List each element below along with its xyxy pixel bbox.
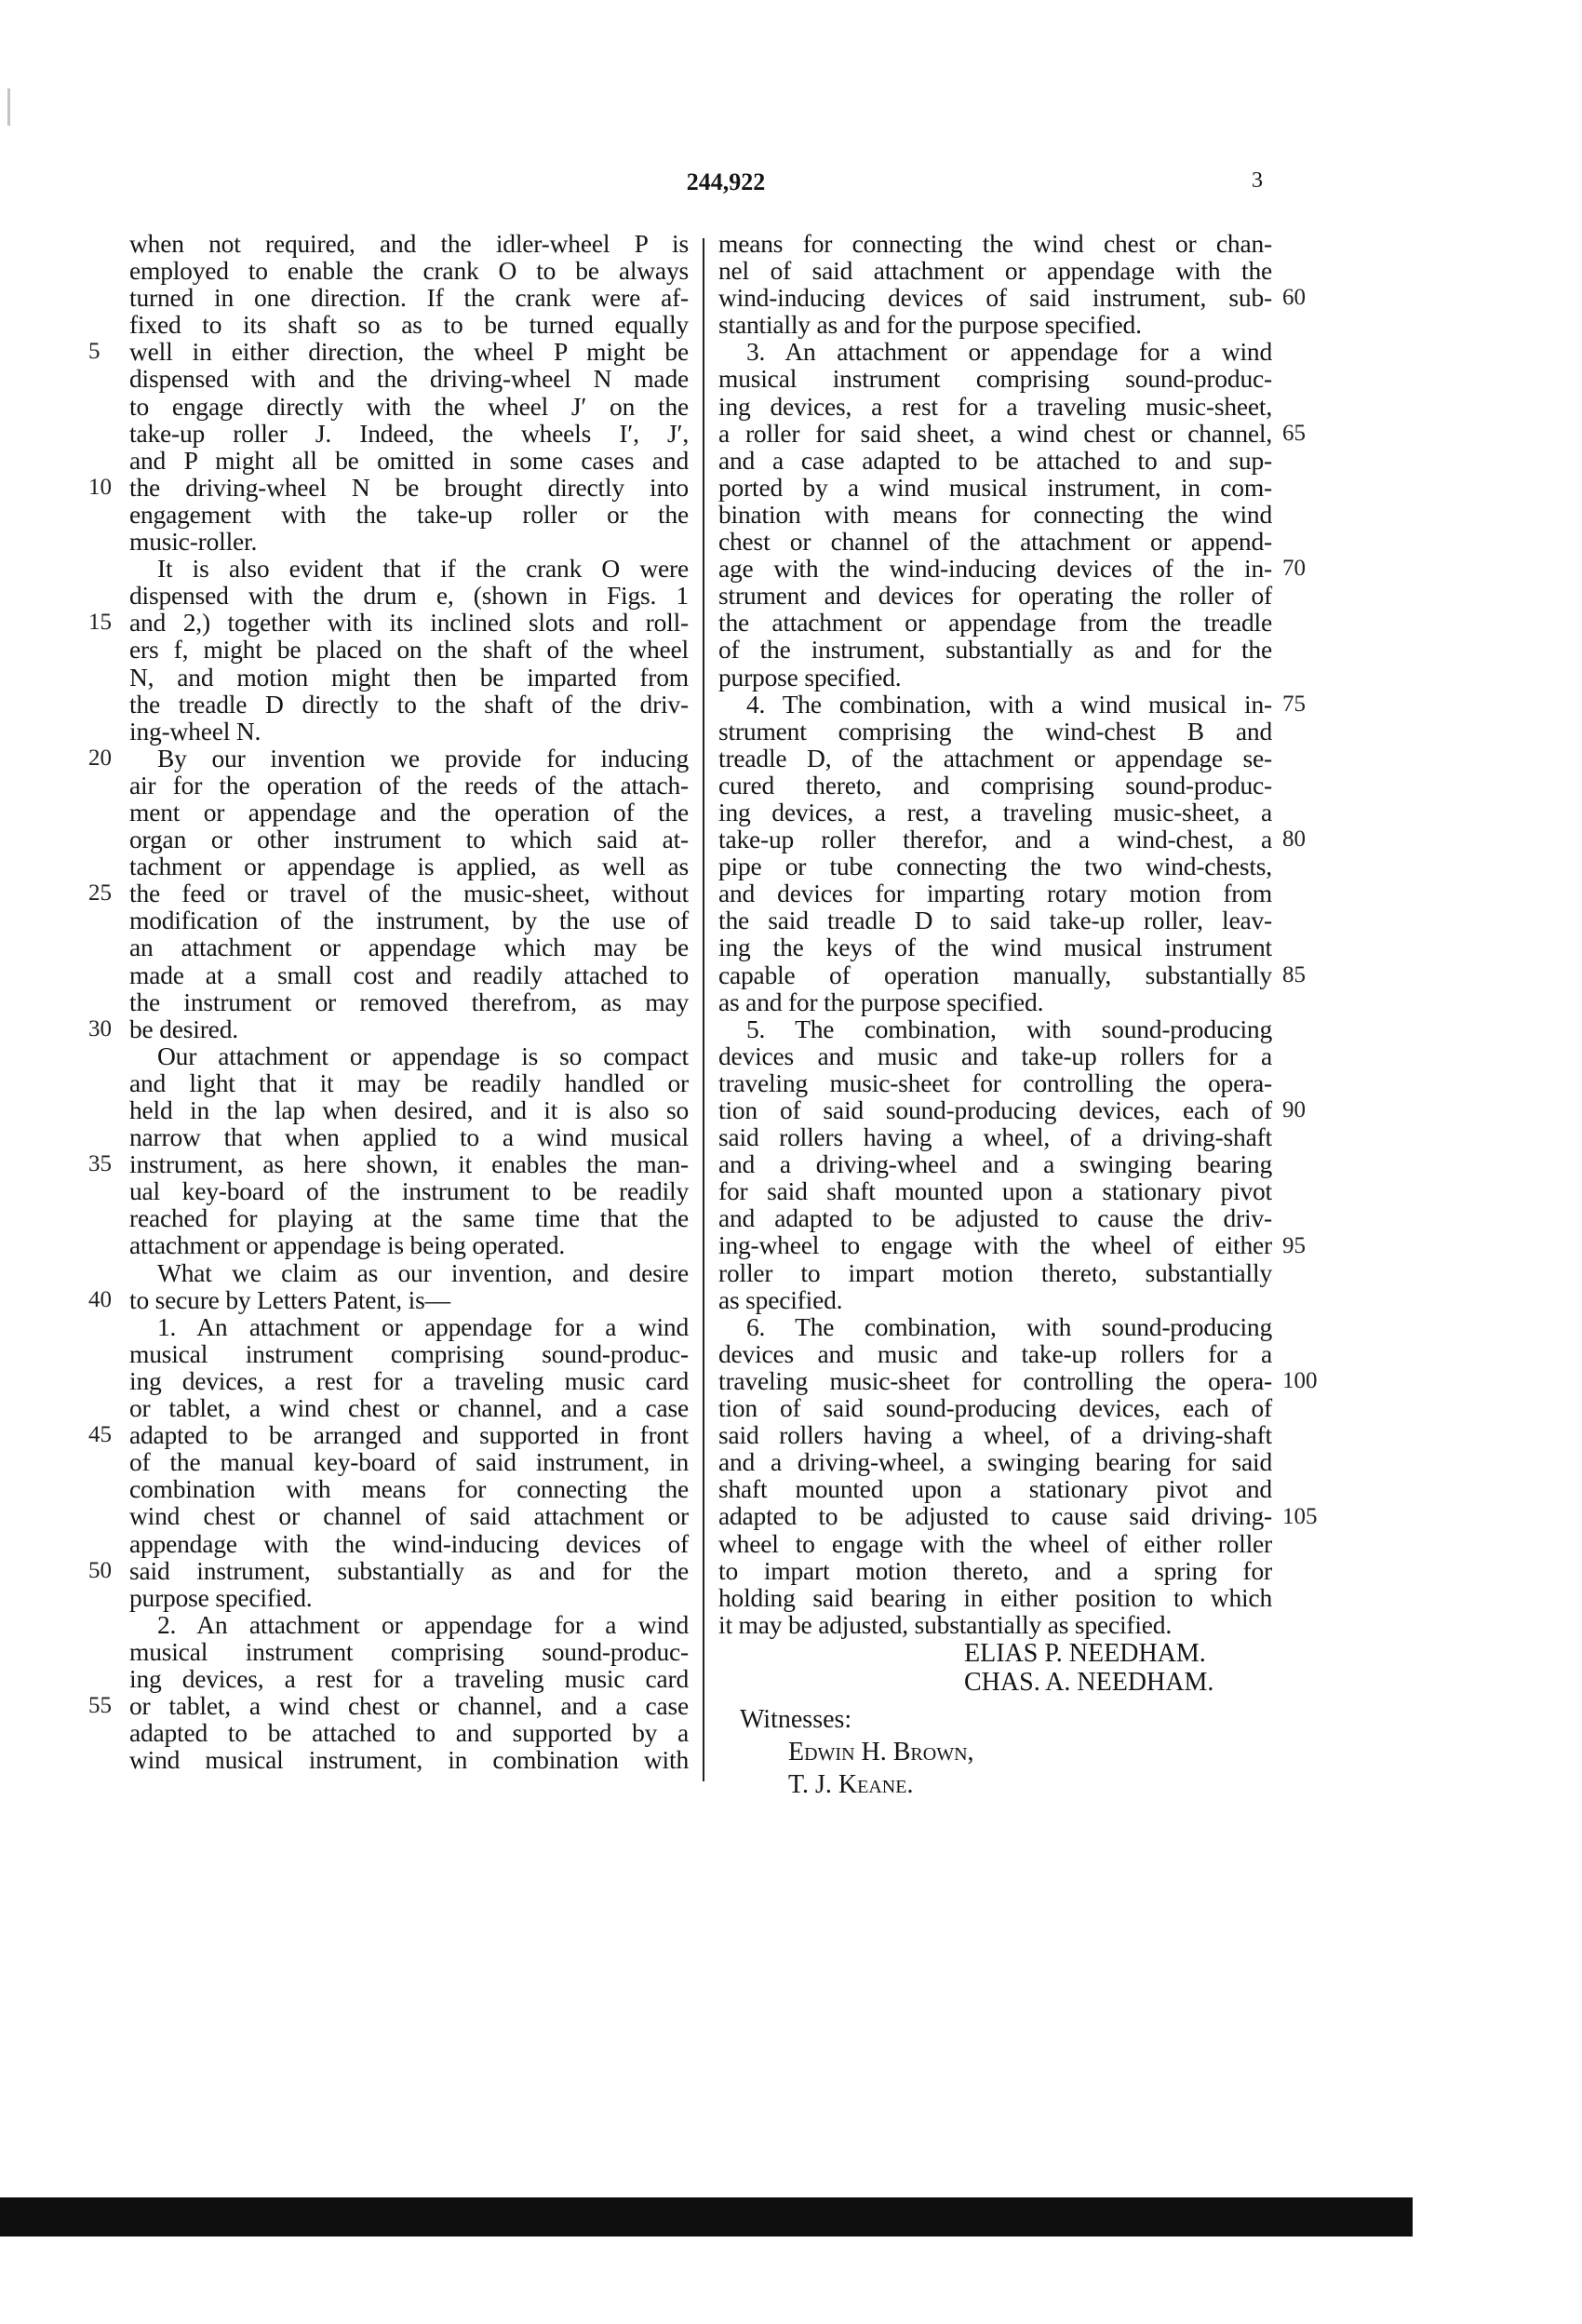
- text-line: dispensed with the drum e, (shown in Figs. 1: [129, 581, 689, 611]
- text-line: musical instrument comprising sound-produc-: [129, 1636, 689, 1666]
- inventor-signature-1: ELIAS P. NEEDHAM.: [964, 1639, 1206, 1668]
- text-line: What we claim as our invention, and desire: [157, 1257, 689, 1287]
- text-line: it may be adjusted, substantially as specified.: [718, 1609, 1173, 1639]
- text-line: and light that it may be readily handled or: [129, 1068, 689, 1097]
- text-line: instrument, as here shown, it enables the man-: [129, 1149, 689, 1179]
- text-line: roller to impart motion thereto, substantially: [718, 1257, 1272, 1287]
- text-line: wind musical instrument, in combination with: [129, 1745, 689, 1775]
- text-line: wind-inducing devices of said instrument, sub-: [718, 283, 1272, 313]
- text-line: traveling music-sheet for controlling the opera-: [718, 1068, 1272, 1097]
- text-line: when not required, and the idler-wheel P is: [129, 229, 689, 258]
- text-line: and P might all be omitted in some cases and: [129, 445, 689, 475]
- text-line: reached for playing at the same time that the: [129, 1203, 689, 1233]
- text-line: traveling music-sheet for controlling the opera-: [718, 1365, 1272, 1395]
- witnesses-label: Witnesses:: [740, 1705, 852, 1734]
- text-line: bination with means for connecting the wind: [718, 499, 1272, 529]
- line-number: 80: [1282, 826, 1306, 852]
- text-line: or tablet, a wind chest or channel, and a case: [129, 1393, 689, 1423]
- line-number: 5: [88, 339, 101, 364]
- line-number: 10: [88, 475, 112, 500]
- text-line: held in the lap when desired, and it is also so: [129, 1095, 689, 1124]
- line-number: 55: [88, 1693, 112, 1718]
- text-line: the attachment or appendage from the treadle: [718, 608, 1272, 638]
- text-line: turned in one direction. If the crank were af-: [129, 283, 689, 313]
- text-line: ing devices, a rest for a traveling music card: [129, 1663, 689, 1693]
- text-line: a roller for said sheet, a wind chest or channel,: [718, 418, 1272, 448]
- text-line: made at a small cost and readily attached to: [129, 960, 689, 989]
- text-line: nel of said attachment or appendage with the: [718, 256, 1272, 286]
- text-line: and a case adapted to be attached to and sup-: [718, 445, 1272, 475]
- text-line: modification of the instrument, by the use of: [129, 906, 689, 935]
- line-number: 35: [88, 1151, 112, 1176]
- text-line: ment or appendage and the operation of the: [129, 797, 689, 826]
- text-line: and devices for imparting rotary motion from: [718, 879, 1272, 908]
- column-divider: [703, 238, 704, 1781]
- text-line: of the manual key-board of said instrument, in: [129, 1447, 689, 1477]
- scan-speck: [7, 88, 10, 126]
- text-line: appendage with the wind-inducing devices of: [129, 1528, 689, 1558]
- text-line: well in either direction, the wheel P might be: [129, 337, 689, 367]
- text-line: ers f, might be placed on the shaft of the wheel: [129, 635, 689, 665]
- text-line: ing devices, a rest for a traveling music card: [129, 1365, 689, 1395]
- right-text-column: [718, 230, 1272, 1638]
- text-line: air for the operation of the reeds of the attach-: [129, 770, 689, 799]
- text-line: capable of operation manually, substantially: [718, 960, 1272, 989]
- text-line: the treadle D directly to the shaft of the driv-: [129, 689, 689, 719]
- text-line: ual key-board of the instrument to be readily: [129, 1176, 689, 1206]
- text-line: said instrument, substantially as and for the: [129, 1555, 689, 1585]
- text-line: to engage directly with the wheel J′ on the: [129, 391, 689, 421]
- text-line: adapted to be attached to and supported by a: [129, 1718, 689, 1748]
- text-line: and 2,) together with its inclined slots and roll-: [129, 608, 689, 638]
- text-line: chest or channel of the attachment or append-: [718, 527, 1272, 557]
- text-line: devices and music and take-up rollers for a: [718, 1338, 1272, 1368]
- witness-signature-2: T. J. Keane.: [788, 1770, 914, 1799]
- text-line: an attachment or appendage which may be: [129, 933, 689, 962]
- line-number: 100: [1282, 1368, 1318, 1393]
- text-line: attachment or appendage is being operated.: [129, 1230, 566, 1260]
- text-line: adapted to be adjusted to cause said driving-: [718, 1501, 1272, 1531]
- text-line: shaft mounted upon a stationary pivot and: [718, 1474, 1272, 1504]
- text-line: the said treadle D to said take-up roller, leav-: [718, 906, 1272, 935]
- text-line: tachment or appendage is applied, as well as: [129, 852, 689, 881]
- text-line: said rollers having a wheel, of a driving-shaft: [718, 1420, 1272, 1450]
- text-line: employed to enable the crank O to be always: [129, 256, 689, 286]
- text-line: fixed to its shaft so as to be turned equally: [129, 310, 689, 340]
- line-number: 90: [1282, 1097, 1306, 1122]
- text-line: cured thereto, and comprising sound-produc-: [718, 770, 1272, 799]
- text-line: and a driving-wheel, a swinging bearing for said: [718, 1447, 1272, 1477]
- text-line: ing devices, a rest, a traveling music-sheet, a: [718, 797, 1272, 826]
- text-line: treadle D, of the attachment or appendage se-: [718, 743, 1272, 772]
- text-line: pipe or tube connecting the two wind-chests,: [718, 852, 1272, 881]
- text-line: the instrument or removed therefrom, as may: [129, 987, 689, 1016]
- patent-number: 244,922: [686, 168, 766, 195]
- text-line: take-up roller J. Indeed, the wheels I′, J′,: [129, 418, 689, 448]
- text-line: purpose specified.: [129, 1582, 313, 1612]
- line-number: 20: [88, 746, 112, 771]
- text-line: tion of said sound-producing devices, each of: [718, 1095, 1272, 1124]
- text-line: for said shaft mounted upon a stationary pivot: [718, 1176, 1272, 1206]
- text-line: dispensed with and the driving-wheel N made: [129, 364, 689, 394]
- line-number: 65: [1282, 421, 1306, 446]
- text-line: ing the keys of the wind musical instrument: [718, 933, 1272, 962]
- claim-3-start: 3. An attachment or appendage for a wind: [746, 337, 1272, 367]
- text-line: to secure by Letters Patent, is—: [129, 1284, 450, 1314]
- text-line: engagement with the take-up roller or the: [129, 499, 689, 529]
- line-number: 95: [1282, 1233, 1306, 1258]
- text-line: adapted to be arranged and supported in front: [129, 1420, 689, 1450]
- text-line: Our attachment or appendage is so compact: [157, 1041, 689, 1070]
- line-number: 40: [88, 1287, 112, 1312]
- inventor-signature-2: CHAS. A. NEEDHAM.: [964, 1668, 1214, 1697]
- text-line: N, and motion might then be imparted from: [129, 662, 689, 692]
- witness-signature-1: Edwin H. Brown,: [788, 1738, 974, 1767]
- text-line: stantially as and for the purpose specified.: [718, 310, 1142, 340]
- claim-5-start: 5. The combination, with sound-producing: [746, 1014, 1272, 1043]
- text-line: strument and devices for operating the roller of: [718, 581, 1272, 611]
- line-number: 105: [1282, 1504, 1318, 1529]
- text-line: age with the wind-inducing devices of the in-: [718, 554, 1272, 584]
- line-number: 70: [1282, 556, 1306, 581]
- text-line: purpose specified.: [718, 662, 902, 692]
- text-line: the driving-wheel N be brought directly into: [129, 472, 689, 502]
- text-line: organ or other instrument to which said at-: [129, 825, 689, 854]
- scan-edge-bar: [0, 2197, 1413, 2237]
- claim-4-start: 4. The combination, with a wind musical in-: [746, 689, 1272, 719]
- text-line: as and for the purpose specified.: [718, 987, 1044, 1016]
- text-line: By our invention we provide for inducing: [157, 743, 689, 772]
- text-line: as specified.: [718, 1284, 843, 1314]
- text-line: musical instrument comprising sound-produc-: [718, 364, 1272, 394]
- line-number: 50: [88, 1558, 112, 1583]
- claim-1-start: 1. An attachment or appendage for a wind: [157, 1311, 689, 1341]
- line-number: 60: [1282, 285, 1306, 310]
- line-number: 15: [88, 610, 112, 635]
- text-line: and a driving-wheel and a swinging bearing: [718, 1149, 1272, 1179]
- text-line: wind chest or channel of said attachment or: [129, 1501, 689, 1531]
- text-line: take-up roller therefor, and a wind-chest, a: [718, 825, 1272, 854]
- line-number: 25: [88, 880, 112, 906]
- line-number: 75: [1282, 692, 1306, 717]
- text-line: wheel to engage with the wheel of either roller: [718, 1528, 1272, 1558]
- text-line: of the instrument, substantially as and for the: [718, 635, 1272, 665]
- text-line: devices and music and take-up rollers for a: [718, 1041, 1272, 1070]
- text-line: It is also evident that if the crank O were: [157, 554, 689, 584]
- text-line: the feed or travel of the music-sheet, without: [129, 879, 689, 908]
- text-line: ing-wheel to engage with the wheel of either: [718, 1230, 1272, 1260]
- line-number: 45: [88, 1422, 112, 1447]
- text-line: narrow that when applied to a wind musical: [129, 1122, 689, 1152]
- text-line: to impart motion thereto, and a spring for: [718, 1555, 1272, 1585]
- left-text-column: [129, 230, 689, 1773]
- line-number: 30: [88, 1016, 112, 1041]
- text-line: musical instrument comprising sound-produc-: [129, 1338, 689, 1368]
- text-line: combination with means for connecting the: [129, 1474, 689, 1504]
- claim-2-start: 2. An attachment or appendage for a wind: [157, 1609, 689, 1639]
- text-line: ported by a wind musical instrument, in com-: [718, 472, 1272, 502]
- text-line: be desired.: [129, 1014, 238, 1043]
- text-line: and adapted to be adjusted to cause the driv-: [718, 1203, 1272, 1233]
- text-line: tion of said sound-producing devices, each of: [718, 1393, 1272, 1423]
- text-line: music-roller.: [129, 527, 258, 557]
- text-line: or tablet, a wind chest or channel, and a case: [129, 1691, 689, 1721]
- text-line: ing-wheel N.: [129, 716, 261, 746]
- text-line: means for connecting the wind chest or chan-: [718, 229, 1272, 258]
- text-line: said rollers having a wheel, of a driving-shaft: [718, 1122, 1272, 1152]
- text-line: strument comprising the wind-chest B and: [718, 716, 1272, 746]
- text-line: ing devices, a rest for a traveling music-sheet,: [718, 391, 1272, 421]
- page-number: 3: [1252, 168, 1263, 193]
- claim-6-start: 6. The combination, with sound-producing: [746, 1311, 1272, 1341]
- text-line: holding said bearing in either position to which: [718, 1582, 1272, 1612]
- line-number: 85: [1282, 962, 1306, 987]
